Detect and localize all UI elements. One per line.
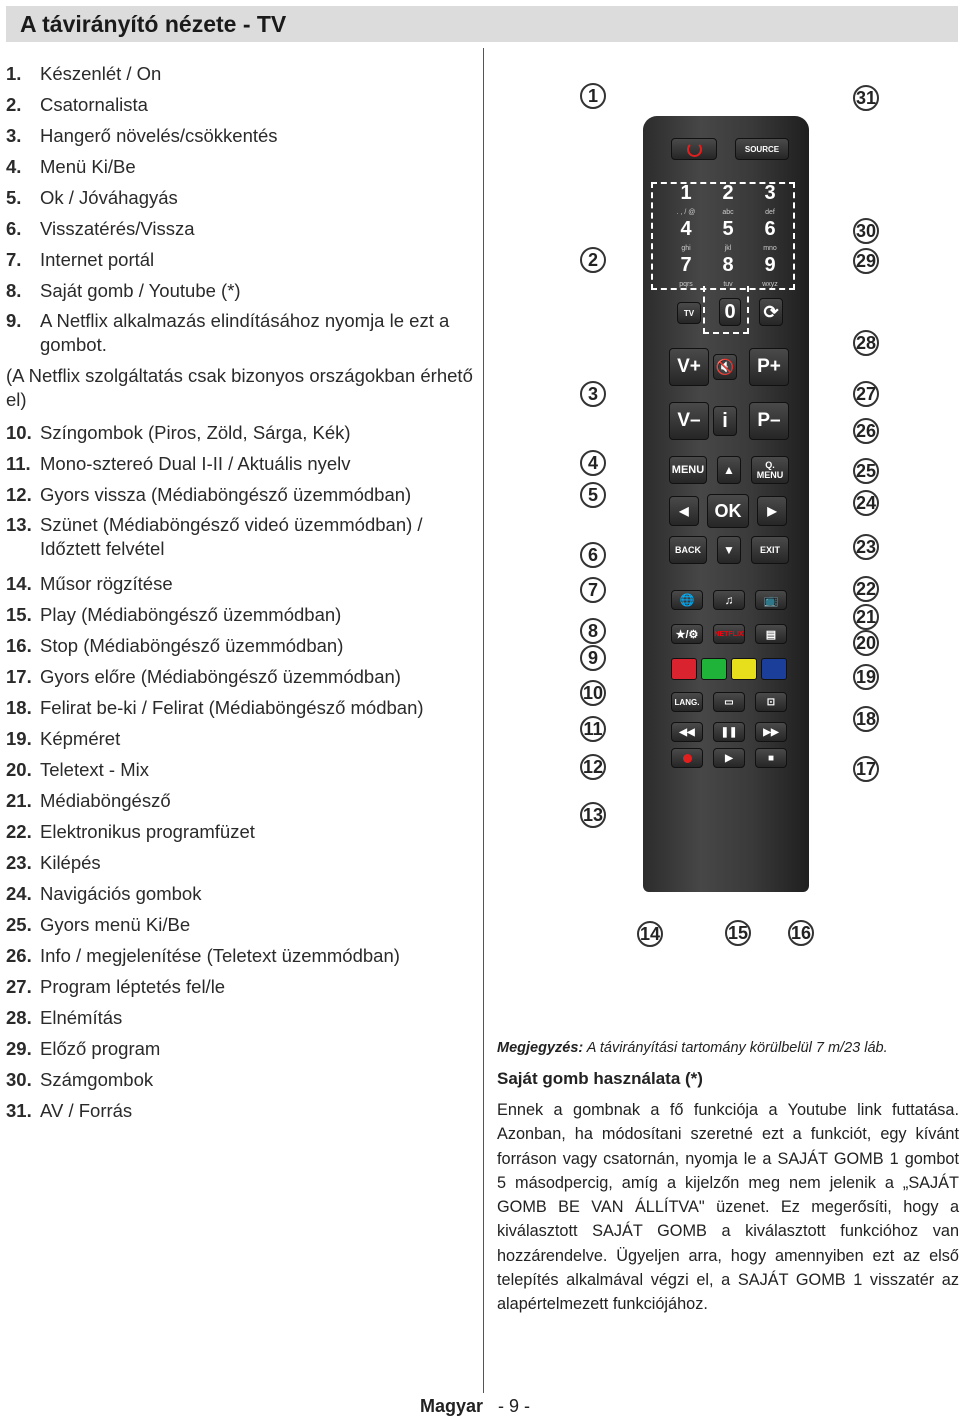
legend-item (6, 309, 476, 357)
legend-text: Médiaböngésző (40, 790, 171, 811)
legend-number: 3. (6, 125, 22, 146)
legend-text: Teletext - Mix (40, 759, 149, 780)
legend-text: Gyors menü Ki/Be (40, 914, 191, 935)
legend-number: 22. (6, 821, 32, 842)
legend-number: 30. (6, 1069, 32, 1090)
number-key-letters: wxyz (762, 281, 778, 288)
number-key-digit: 3 (764, 182, 776, 204)
legend-text: Menü Ki/Be (40, 156, 136, 177)
legend-item (6, 816, 476, 847)
legend-number: 27. (6, 976, 32, 997)
legend-number: 18. (6, 697, 32, 718)
legend-text: Elnémítás (40, 1007, 123, 1028)
legend-text: Elektronikus programfüzet (40, 821, 255, 842)
number-key-letters: pqrs (679, 281, 693, 288)
standby-button[interactable] (671, 138, 717, 160)
legend-number: 14. (6, 573, 32, 594)
page-title: A távirányító nézete - TV (20, 11, 287, 37)
legend-number: 19. (6, 728, 32, 749)
legend-text: Info / megjelenítése (Teletext üzemmódban) (40, 945, 400, 966)
range-note (497, 1040, 888, 1056)
number-key-digit: 1 (680, 182, 692, 204)
footer-language: Magyar (420, 1396, 484, 1416)
nav-left-button[interactable]: ◀ (669, 496, 699, 526)
legend-number: 29. (6, 1038, 32, 1059)
power-icon (687, 142, 702, 157)
legend-text: Képméret (40, 728, 121, 749)
callout-31: 31 (853, 85, 879, 111)
qmenu-label: MENU (756, 470, 784, 480)
callout-1: 1 (580, 83, 606, 109)
number-key-2[interactable] (715, 182, 741, 218)
ok-button[interactable]: OK (707, 494, 749, 528)
remote-control (643, 116, 809, 892)
legend-text: Internet portál (40, 249, 155, 270)
record-icon (683, 754, 692, 763)
color-key-green[interactable] (701, 658, 727, 680)
menu-button[interactable]: MENU (669, 456, 707, 484)
callout-6: 6 (580, 542, 606, 568)
callout-2: 2 (580, 247, 606, 273)
legend-text: Navigációs gombok (40, 883, 202, 904)
legend-item (6, 213, 476, 244)
callout-24: 24 (853, 490, 879, 516)
callout-21: 21 (853, 604, 879, 630)
media-browser-button[interactable]: ♫ (713, 590, 745, 610)
callout-28: 28 (853, 330, 879, 356)
legend-text: Számgombok (40, 1069, 154, 1090)
legend-number: 9. (6, 310, 22, 331)
legend-item (6, 513, 476, 561)
screen-size-button[interactable]: ⊡ (755, 692, 787, 712)
legend-item (6, 568, 476, 599)
legend-item (6, 1064, 476, 1095)
record-button[interactable] (671, 748, 703, 768)
pause-button[interactable]: ❚❚ (713, 722, 745, 742)
note-text: A távirányítási tartomány körülbelül 7 m/23 láb. (586, 1040, 888, 1056)
volume-down-button[interactable]: V– (669, 402, 709, 440)
netflix-button[interactable]: NETFLIX (713, 624, 745, 644)
number-key-digit: 8 (722, 254, 734, 276)
legend-text: Hangerő növelés/csökkentés (40, 125, 278, 146)
callout-8: 8 (580, 618, 606, 644)
page-header (6, 6, 958, 42)
number-key-1[interactable] (673, 182, 699, 218)
legend-text: Program léptetés fel/le (40, 976, 226, 997)
program-down-button[interactable]: P– (749, 402, 789, 440)
color-key-blue[interactable] (761, 658, 787, 680)
my-button-section-title: Saját gomb használata (*) (497, 1069, 703, 1088)
legend-item (6, 364, 476, 412)
legend-item (6, 182, 476, 213)
callout-18: 18 (853, 706, 879, 732)
number-key-letters: abc (722, 209, 734, 216)
callout-22: 22 (853, 576, 879, 602)
legend-number: 8. (6, 280, 22, 301)
exit-button[interactable]: EXIT (751, 536, 789, 564)
page-number: - 9 - (498, 1396, 531, 1416)
legend-text: Készenlét / On (40, 63, 162, 84)
legend-text: A Netflix alkalmazás elindításához nyomja le ezt a gombot. (40, 310, 450, 355)
legend-text: AV / Forrás (40, 1100, 133, 1121)
legend-item (6, 479, 476, 510)
nav-up-button[interactable]: ▲ (717, 456, 741, 484)
fast-forward-button[interactable]: ▶▶ (755, 722, 787, 742)
nav-right-button[interactable]: ▶ (757, 496, 787, 526)
legend-number: 26. (6, 945, 32, 966)
legend-number: 17. (6, 666, 32, 687)
legend-item (6, 909, 476, 940)
program-up-button[interactable]: P+ (749, 348, 789, 386)
legend-text: (A Netflix szolgáltatás csak bizonyos országokban érhető el) (6, 365, 473, 410)
legend-item (6, 630, 476, 661)
callout-9: 9 (580, 645, 606, 671)
number-key-6[interactable] (757, 218, 783, 254)
back-button[interactable]: BACK (669, 536, 707, 564)
legend-item (6, 599, 476, 630)
legend-item (6, 244, 476, 275)
number-key-5[interactable] (715, 218, 741, 254)
callout-16: 16 (788, 920, 814, 946)
stop-button[interactable]: ■ (755, 748, 787, 768)
legend-item (6, 754, 476, 785)
legend-number: 25. (6, 914, 32, 935)
legend-item (6, 120, 476, 151)
legend-number: 20. (6, 759, 32, 780)
legend-item (6, 971, 476, 1002)
legend-number: 24. (6, 883, 32, 904)
zero-button[interactable] (719, 298, 741, 326)
callout-11: 11 (580, 716, 606, 742)
internet-button[interactable]: 🌐 (671, 590, 703, 610)
legend-item (6, 661, 476, 692)
swap-button[interactable]: ⟳ (759, 298, 783, 326)
number-key-9[interactable] (757, 254, 783, 290)
epg-button[interactable]: 📺 (755, 590, 787, 610)
tv-button[interactable]: TV (677, 302, 701, 324)
number-key-4[interactable] (673, 218, 699, 254)
mute-button[interactable]: 🔇 (713, 354, 737, 380)
legend-item (6, 151, 476, 182)
number-key-letters: def (765, 209, 775, 216)
callout-15: 15 (725, 920, 751, 946)
subtitle-button[interactable]: ▭ (713, 692, 745, 712)
callout-26: 26 (853, 418, 879, 444)
legend-number: 15. (6, 604, 32, 625)
callout-14: 14 (637, 921, 663, 947)
legend-number: 10. (6, 422, 32, 443)
legend-number: 28. (6, 1007, 32, 1028)
legend-text: Előző program (40, 1038, 161, 1059)
number-key-digit: 4 (680, 218, 692, 240)
legend-number: 13. (6, 514, 32, 535)
legend-text: Ok / Jóváhagyás (40, 187, 178, 208)
number-key-3[interactable] (757, 182, 783, 218)
legend-text: Felirat be-ki / Felirat (Médiaböngésző módban) (40, 697, 424, 718)
legend-text: Kilépés (40, 852, 101, 873)
number-key-digit: 5 (722, 218, 734, 240)
legend-item (6, 58, 476, 89)
callout-19: 19 (853, 664, 879, 690)
legend-number: 5. (6, 187, 22, 208)
teletext-button[interactable]: ▤ (755, 624, 787, 644)
lang-button[interactable]: LANG. (671, 692, 703, 712)
legend-number: 23. (6, 852, 32, 873)
source-button[interactable]: SOURCE (735, 138, 789, 160)
info-button[interactable]: i (713, 406, 737, 436)
callout-30: 30 (853, 218, 879, 244)
legend-item (6, 847, 476, 878)
legend-text: Csatornalista (40, 94, 148, 115)
legend-number: 4. (6, 156, 22, 177)
legend-number: 12. (6, 484, 32, 505)
legend-item (6, 878, 476, 909)
legend-item (6, 1033, 476, 1064)
qmenu-q-label: Q. (765, 460, 775, 470)
nav-down-button[interactable]: ▼ (717, 536, 741, 564)
number-key-digit: 9 (764, 254, 776, 276)
my-button[interactable]: ★/⚙ (671, 624, 703, 644)
legend-number: 1. (6, 63, 22, 84)
number-key-letters: jkl (724, 245, 732, 252)
legend-text: Saját gomb / Youtube (*) (40, 280, 241, 301)
legend-item (6, 785, 476, 816)
legend-number: 2. (6, 94, 22, 115)
quick-menu-button[interactable] (751, 456, 789, 484)
legend-item (6, 692, 476, 723)
number-key-digit: 6 (764, 218, 776, 240)
callout-20: 20 (853, 630, 879, 656)
note-label: Megjegyzés: (497, 1040, 584, 1056)
callout-12: 12 (580, 754, 606, 780)
legend-item (6, 417, 476, 448)
number-key-letters: ghi (681, 245, 691, 252)
callout-23: 23 (853, 534, 879, 560)
number-key-7[interactable] (673, 254, 699, 290)
color-key-yellow[interactable] (731, 658, 757, 680)
legend-item (6, 940, 476, 971)
callout-29: 29 (853, 248, 879, 274)
color-key-red[interactable] (671, 658, 697, 680)
number-key-letters: . , / @ (676, 209, 696, 216)
legend-item (6, 723, 476, 754)
legend-text: Színgombok (Piros, Zöld, Sárga, Kék) (40, 422, 351, 443)
callout-4: 4 (580, 450, 606, 476)
callout-27: 27 (853, 381, 879, 407)
number-key-letters: tuv (723, 281, 733, 288)
page-footer (420, 1396, 530, 1417)
legend-list (6, 58, 476, 1126)
my-button-description: Ennek a gombnak a fő funkciója a Youtube link futtatása. Azonban, ha módosítani szeretné ezt a funkciót, egy kívánt forráson vagy csatornán, nyomja le a SAJÁT GOMB 1 gombot 5 másodpercig, amíg a kijelzőn meg nem jelenik a „SAJÁT GOMB BE VAN ÁLLÍTVA" üzenet. Ez megerősíti, hogy a kiválasztott SAJÁT GOMB a kiválasztott funkcióhoz van hozzárendelve. Ügyeljen arra, hogy amennyiben ezt az első telepítés alkalmával végzi el, a SAJÁT GOMB 1 visszatér az alapértelmezett funkciójához. (497, 1101, 959, 1314)
legend-number: 31. (6, 1100, 32, 1121)
legend-text: Gyors vissza (Médiaböngésző üzemmódban) (40, 484, 412, 505)
volume-up-button[interactable]: V+ (669, 348, 709, 386)
column-divider (483, 48, 484, 1393)
number-key-digit: 7 (680, 254, 692, 276)
legend-text: Visszatérés/Vissza (40, 218, 195, 239)
legend-number: 21. (6, 790, 32, 811)
callout-25: 25 (853, 458, 879, 484)
zero-label: 0 (724, 301, 736, 323)
legend-number: 6. (6, 218, 22, 239)
callout-7: 7 (580, 577, 606, 603)
legend-text: Szünet (Médiaböngésző videó üzemmódban) / Időztett felvétel (40, 514, 423, 559)
legend-number: 11. (6, 453, 31, 474)
number-key-8[interactable] (715, 254, 741, 290)
legend-text: Stop (Médiaböngésző üzemmódban) (40, 635, 344, 656)
callout-10: 10 (580, 680, 606, 706)
legend-item (6, 89, 476, 120)
callout-5: 5 (580, 482, 606, 508)
callout-3: 3 (580, 381, 606, 407)
legend-item (6, 275, 476, 306)
number-key-letters: mno (763, 245, 777, 252)
legend-number: 7. (6, 249, 22, 270)
play-button[interactable]: ▶ (713, 748, 745, 768)
legend-text: Play (Médiaböngésző üzemmódban) (40, 604, 342, 625)
callout-13: 13 (580, 802, 606, 828)
legend-item (6, 1002, 476, 1033)
rewind-button[interactable]: ◀◀ (671, 722, 703, 742)
callout-17: 17 (853, 756, 879, 782)
legend-text: Mono-sztereó Dual I-II / Aktuális nyelv (40, 453, 351, 474)
legend-number: 16. (6, 635, 32, 656)
legend-text: Gyors előre (Médiaböngésző üzemmódban) (40, 666, 401, 687)
number-key-digit: 2 (722, 182, 734, 204)
legend-text: Műsor rögzítése (40, 573, 173, 594)
legend-item (6, 448, 476, 479)
legend-item (6, 1095, 476, 1126)
